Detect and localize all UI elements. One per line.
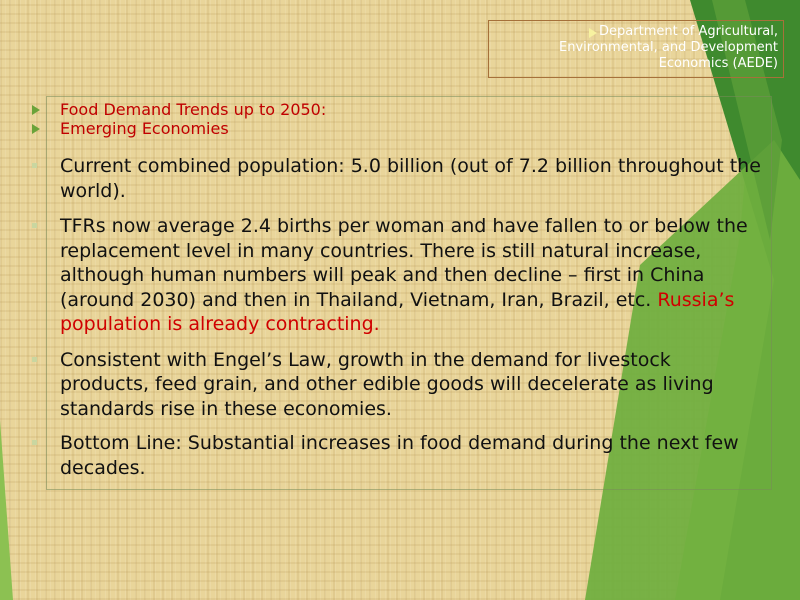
title-bullet-icon	[32, 105, 40, 115]
slide-title-line1	[30, 100, 765, 119]
bullet-engels-law	[30, 348, 765, 422]
subtitle-bullet-icon	[32, 124, 40, 134]
bullet-text: TFRs now average 2.4 births per woman and have fallen to or below the replacement level in many countries. There is still natural increase, although human numbers will peak and then decline – first in China (around 2030) and then in Thailand, Vietnam, Iran, Brazil, etc.	[60, 215, 748, 311]
department-name-line1: Department of Agricultural,	[599, 24, 778, 39]
department-name-line3: Economics (AEDE)	[658, 56, 778, 71]
left-green-bar	[0, 420, 13, 600]
bullet-square-icon	[32, 357, 37, 362]
bullet-text: Consistent with Engel’s Law, growth in the demand for livestock products, feed grain, and other edible goods will decelerate as living standards rise in these economies.	[60, 348, 714, 420]
department-name-line2: Environmental, and Development	[559, 40, 778, 55]
bullet-square-icon	[32, 440, 37, 445]
slide-title-line2	[30, 119, 765, 138]
bullet-square-icon	[32, 223, 37, 228]
bullet-square-icon	[32, 163, 37, 168]
bullet-fertility-rates	[30, 214, 765, 337]
bullet-bottom-line	[30, 431, 765, 480]
bullet-text: Bottom Line: Substantial increases in food demand during the next few decades.	[60, 432, 739, 479]
bullet-population	[30, 154, 765, 203]
slide-content	[30, 100, 765, 480]
bullet-text: Current combined population: 5.0 billion (out of 7.2 billion throughout the world).	[60, 155, 761, 202]
slide-subtitle-text: Emerging Economies	[60, 119, 229, 138]
bullet-highlight-text: Russia’s population is already contracting.	[60, 288, 735, 335]
department-name	[488, 24, 778, 72]
slide-title-text: Food Demand Trends up to 2050:	[60, 100, 327, 119]
